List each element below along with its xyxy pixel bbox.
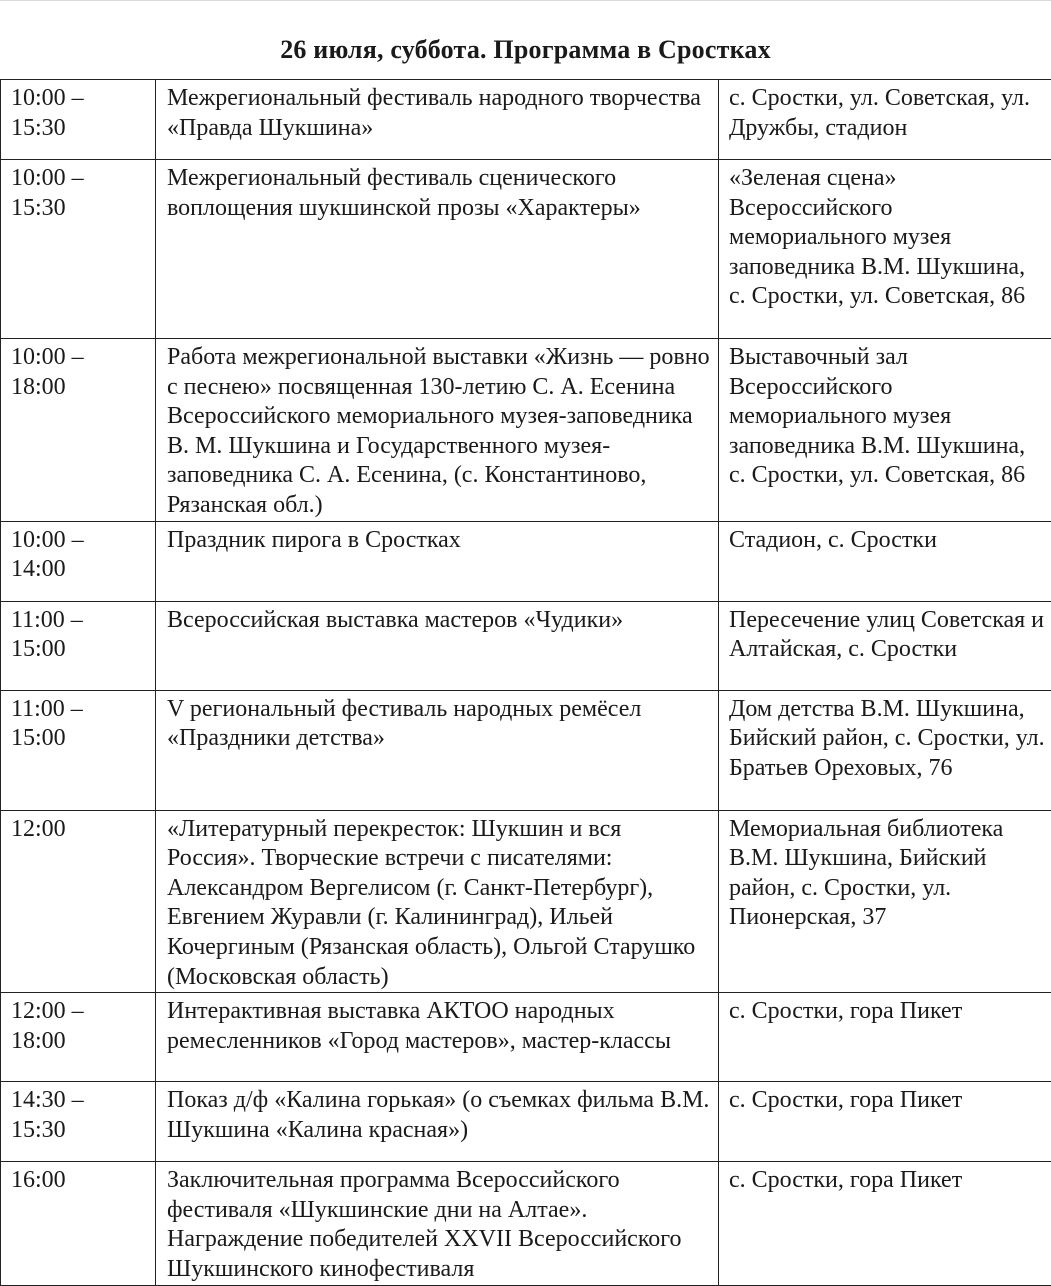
event-text: «Литературный перекресток: Шукшин и вся Россия». Творческие встречи с писателями: Александром Вергелисом (г. Санкт-Петербург), Евгением Журавли (г. Калининград), Ильей Кочергиным (Рязанская область), Ольгой Старушко (Московская область) xyxy=(167,815,712,993)
time-cell xyxy=(1,690,156,810)
event-text: Работа межрегиональной выставки «Жизнь — ровно с песнею» посвященная 130-летию С. А. Есенина Всероссийского мемориального музея-заповедника В. М. Шукшина и Государственного музея-заповедника С. А. Есенина, (с. Константиново, Рязанская обл.) xyxy=(167,343,712,521)
time-text: 11:00 – 15:00 xyxy=(11,695,149,754)
page-title: 26 июля, суббота. Программа в Сростках xyxy=(0,30,1051,70)
place-text: Мемориальная библиотека В.М. Шукшина, Бийский район, с. Сростки, ул. Пионерская, 37 xyxy=(729,815,1045,933)
event-text: V региональный фестиваль народных ремёсел «Праздники детства» xyxy=(167,695,712,754)
table-row xyxy=(1,1082,1051,1162)
time-cell xyxy=(1,339,156,522)
table-row xyxy=(1,339,1051,522)
event-text: Заключительная программа Всероссийского фестиваля «Шукшинские дни на Алтае». Награждение победителей XXVII Всероссийского Шукшинского кинофестиваля xyxy=(167,1166,712,1284)
place-text: с. Сростки, гора Пикет xyxy=(729,1166,1045,1196)
place-text: «Зеленая сцена» Всероссийского мемориального музея заповедника В.М. Шукшина, с. Сростки, ул. Советская, 86 xyxy=(729,164,1045,312)
time-text: 12:00 – 18:00 xyxy=(11,997,149,1056)
time-cell xyxy=(1,1162,156,1285)
place-text: Стадион, с. Сростки xyxy=(729,526,1045,556)
time-text: 10:00 – 18:00 xyxy=(11,343,149,402)
table-row xyxy=(1,993,1051,1082)
time-cell xyxy=(1,601,156,690)
event-text: Интерактивная выставка АКТОО народных ремесленников «Город мастеров», мастер-классы xyxy=(167,997,712,1056)
event-cell xyxy=(156,80,719,160)
place-text: с. Сростки, гора Пикет xyxy=(729,997,1045,1027)
time-text: 12:00 xyxy=(11,815,149,845)
time-cell xyxy=(1,521,156,601)
place-text: с. Сростки, ул. Советская, ул. Дружбы, стадион xyxy=(729,84,1045,143)
event-cell xyxy=(156,810,719,993)
place-text: Выставочный зал Всероссийского мемориального музея заповедника В.М. Шукшина, с. Сростки, ул. Советская, 86 xyxy=(729,343,1045,491)
place-cell xyxy=(719,521,1051,601)
table-row xyxy=(1,80,1051,160)
table-row xyxy=(1,1162,1051,1285)
schedule-table xyxy=(0,79,1051,1286)
top-divider xyxy=(0,0,1051,1)
place-cell xyxy=(719,690,1051,810)
time-text: 10:00 – 15:30 xyxy=(11,84,149,143)
event-cell xyxy=(156,601,719,690)
event-text: Праздник пирога в Сростках xyxy=(167,526,712,556)
table-row xyxy=(1,601,1051,690)
event-cell xyxy=(156,993,719,1082)
time-text: 10:00 – 14:00 xyxy=(11,526,149,585)
place-text: с. Сростки, гора Пикет xyxy=(729,1086,1045,1116)
time-text: 11:00 – 15:00 xyxy=(11,606,149,665)
place-cell xyxy=(719,80,1051,160)
table-row xyxy=(1,810,1051,993)
table-row xyxy=(1,160,1051,339)
event-cell xyxy=(156,1162,719,1285)
place-cell xyxy=(719,601,1051,690)
event-cell xyxy=(156,160,719,339)
table-row xyxy=(1,690,1051,810)
event-text: Межрегиональный фестиваль народного творчества «Правда Шукшина» xyxy=(167,84,712,143)
place-cell xyxy=(719,810,1051,993)
time-cell xyxy=(1,1082,156,1162)
event-cell xyxy=(156,690,719,810)
time-text: 10:00 – 15:30 xyxy=(11,164,149,223)
place-text: Пересечение улиц Советская и Алтайская, с. Сростки xyxy=(729,606,1045,665)
event-cell xyxy=(156,339,719,522)
place-cell xyxy=(719,1082,1051,1162)
event-cell xyxy=(156,521,719,601)
place-cell xyxy=(719,1162,1051,1285)
event-text: Показ д/ф «Калина горькая» (о съемках фильма В.М. Шукшина «Калина красная») xyxy=(167,1086,712,1145)
time-text: 16:00 xyxy=(11,1166,149,1196)
time-cell xyxy=(1,993,156,1082)
place-cell xyxy=(719,993,1051,1082)
time-cell xyxy=(1,80,156,160)
time-cell xyxy=(1,160,156,339)
place-cell xyxy=(719,339,1051,522)
event-text: Всероссийская выставка мастеров «Чудики» xyxy=(167,606,712,636)
table-row xyxy=(1,521,1051,601)
event-cell xyxy=(156,1082,719,1162)
place-text: Дом детства В.М. Шукшина, Бийский район, с. Сростки, ул. Братьев Ореховых, 76 xyxy=(729,695,1045,784)
time-cell xyxy=(1,810,156,993)
time-text: 14:30 – 15:30 xyxy=(11,1086,149,1145)
place-cell xyxy=(719,160,1051,339)
event-text: Межрегиональный фестиваль сценического воплощения шукшинской прозы «Характеры» xyxy=(167,164,712,223)
